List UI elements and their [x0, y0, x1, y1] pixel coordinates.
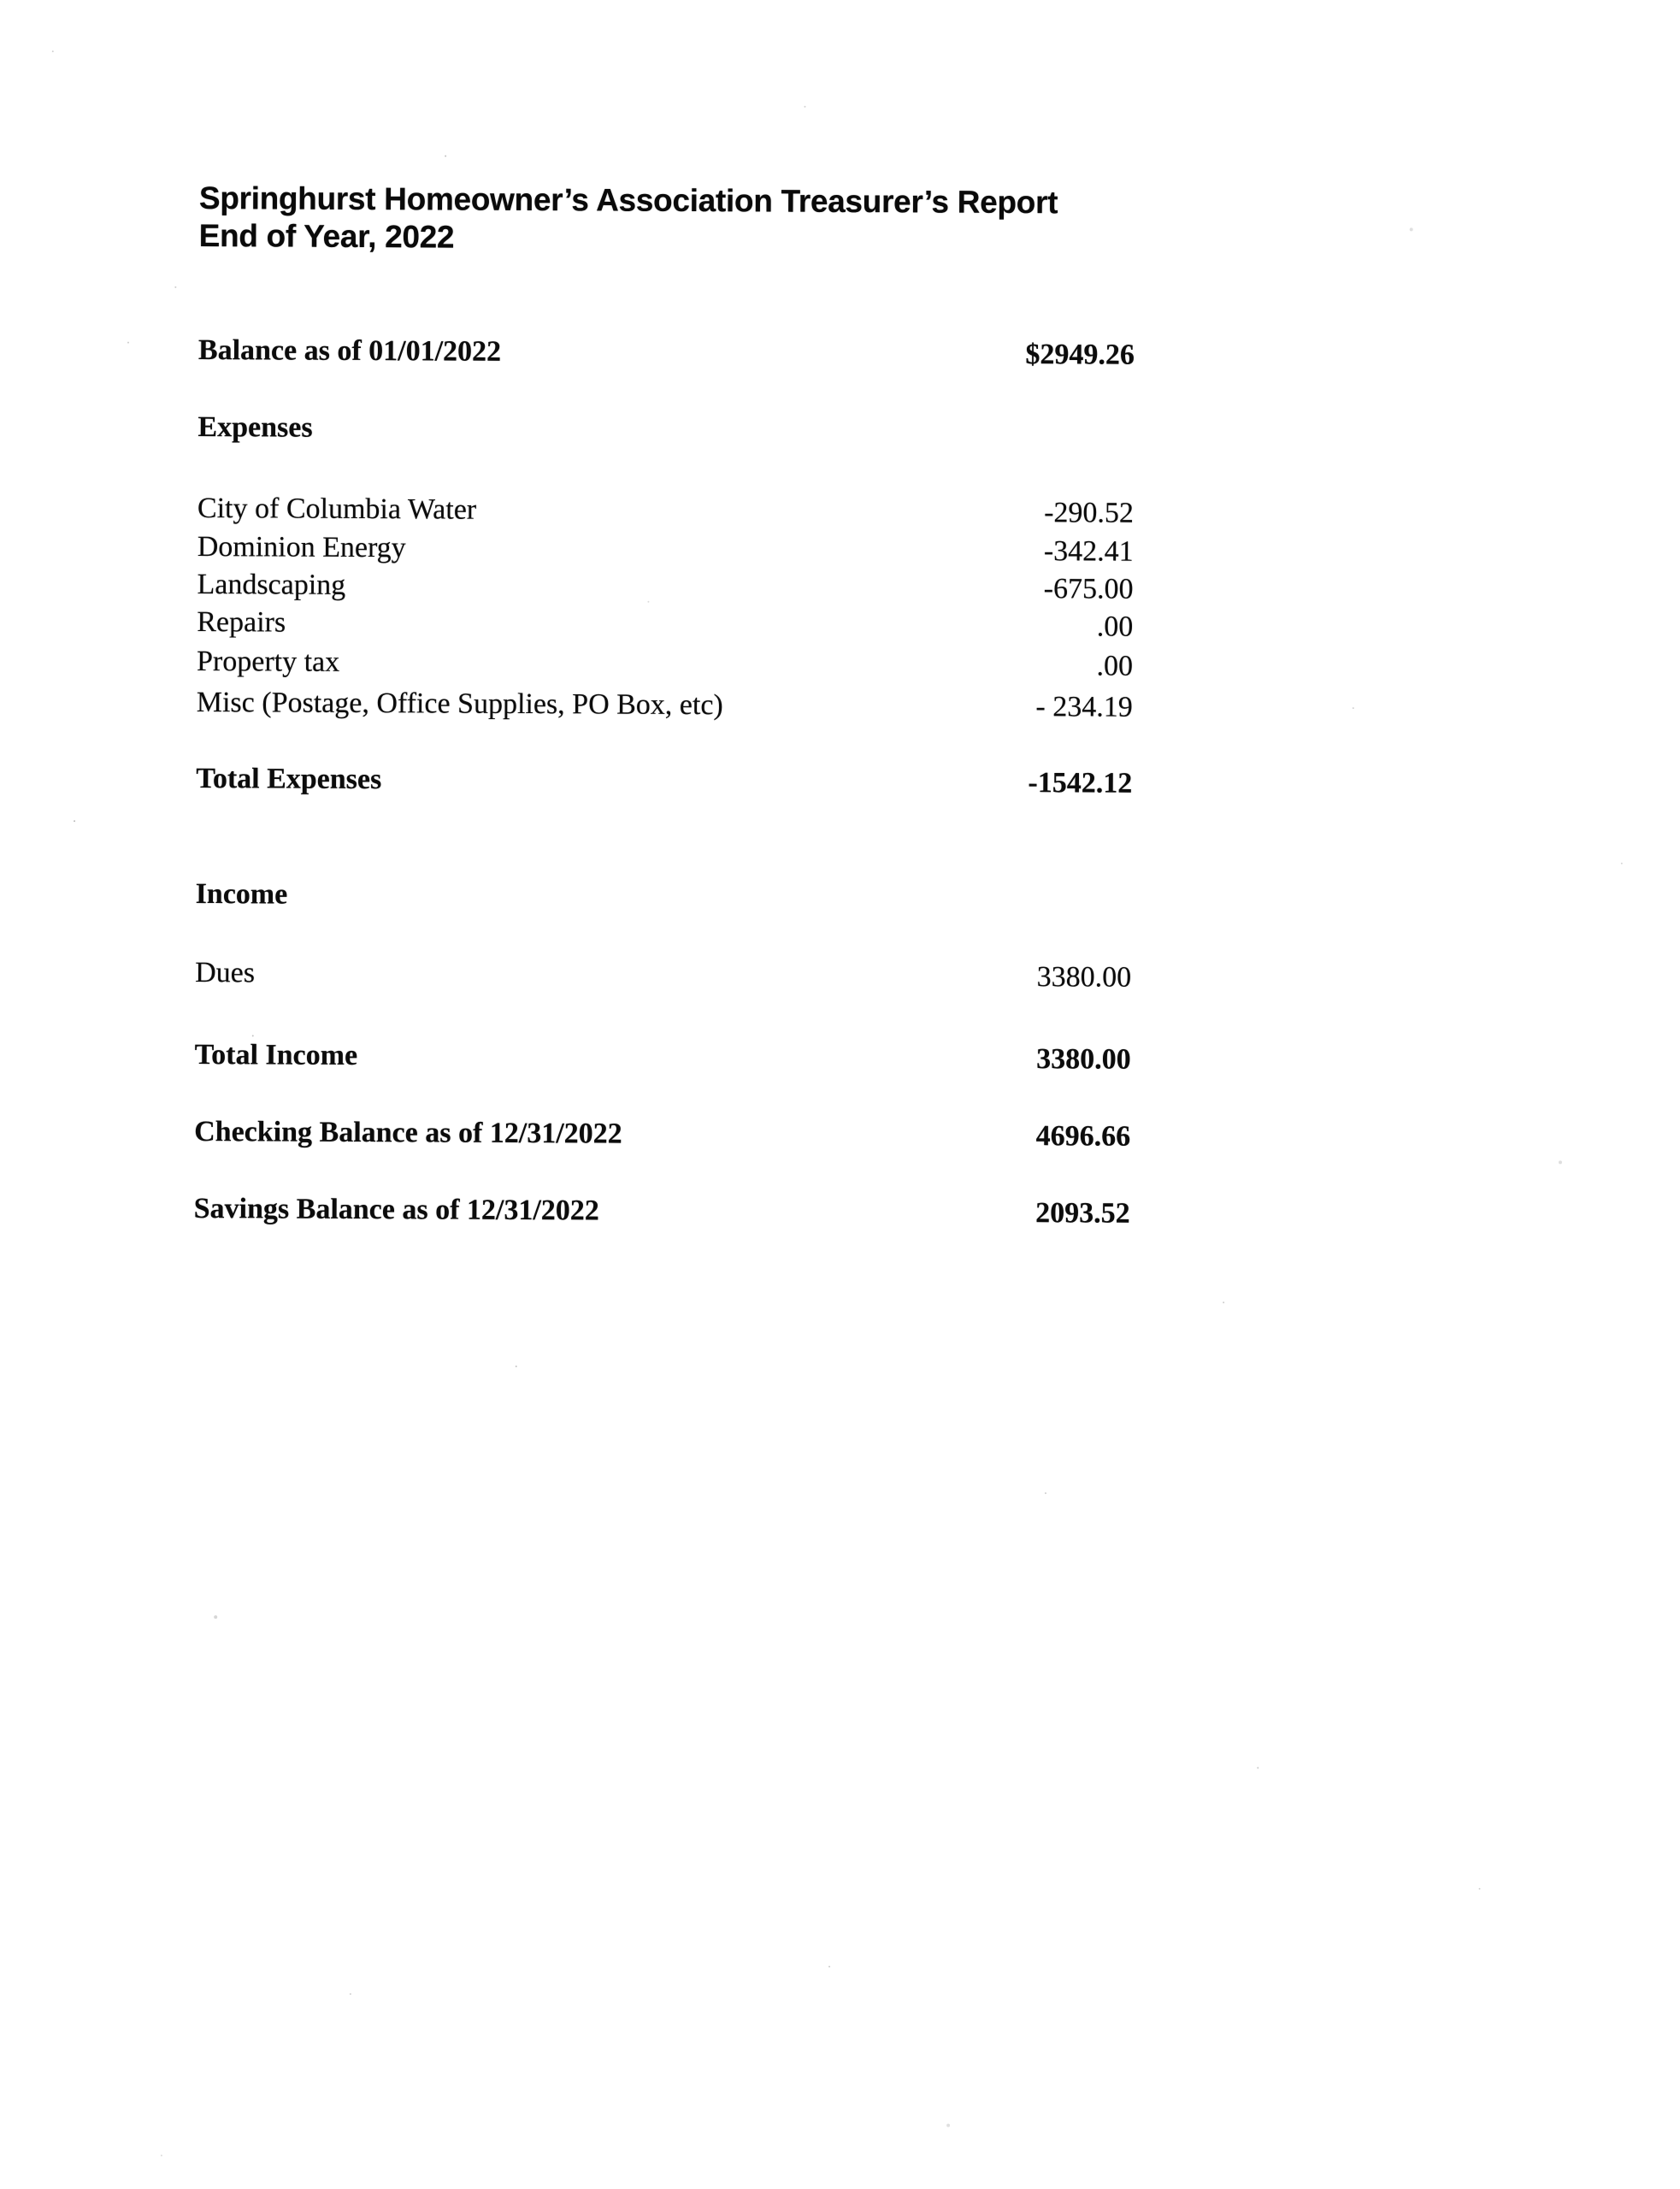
total-expenses-row: [196, 764, 1132, 799]
expense-label: City of Columbia Water: [197, 492, 477, 526]
checking-balance-label: Checking Balance as of 12/31/2022: [194, 1115, 622, 1150]
report-subtitle: End of Year, 2022: [198, 217, 455, 255]
total-expenses-label: Total Expenses: [196, 762, 382, 796]
opening-balance-label: Balance as of 01/01/2022: [197, 333, 502, 368]
expense-row-energy: [197, 530, 1134, 568]
scan-noise: [1, 0, 3, 1]
total-income-label: Total Income: [194, 1038, 358, 1071]
total-income-row: [194, 1038, 1131, 1076]
total-expenses-value: -1542.12: [1028, 767, 1133, 799]
income-label: Dues: [195, 956, 256, 989]
expense-row-misc: [197, 688, 1133, 723]
expense-value: -290.52: [1044, 497, 1135, 529]
report-title: Springhurst Homeowner’s Association Treasurer’s Report: [198, 180, 1058, 221]
expense-value: .00: [1096, 611, 1134, 643]
expense-value: -342.41: [1043, 535, 1134, 568]
expense-label: Landscaping: [197, 568, 346, 601]
expense-label: Misc (Postage, Office Supplies, PO Box, etc): [196, 686, 723, 722]
expense-row-property-tax: [197, 647, 1133, 681]
checking-balance-row: [194, 1115, 1131, 1153]
expense-label: Property tax: [196, 645, 340, 678]
savings-balance-value: 2093.52: [1035, 1197, 1130, 1230]
expenses-heading: Expenses: [197, 410, 313, 444]
savings-balance-row: [193, 1192, 1130, 1230]
expense-row-water: [197, 494, 1134, 528]
expense-label: Repairs: [197, 605, 286, 639]
expense-value: - 234.19: [1035, 691, 1133, 723]
income-row-dues: [195, 956, 1132, 994]
expense-row-repairs: [197, 605, 1134, 643]
report-title-block: [199, 180, 1058, 259]
expense-row-landscaping: [197, 570, 1133, 605]
expense-value: .00: [1096, 650, 1134, 682]
income-value: 3380.00: [1036, 961, 1132, 994]
income-heading: Income: [195, 877, 288, 911]
opening-balance-value: $2949.26: [1025, 339, 1135, 371]
expense-label: Dominion Energy: [197, 530, 406, 564]
total-income-value: 3380.00: [1036, 1043, 1131, 1076]
checking-balance-value: 4696.66: [1035, 1120, 1131, 1153]
expense-value: -675.00: [1043, 573, 1134, 605]
savings-balance-label: Savings Balance as of 12/31/2022: [193, 1192, 599, 1227]
opening-balance-row: [197, 333, 1135, 371]
